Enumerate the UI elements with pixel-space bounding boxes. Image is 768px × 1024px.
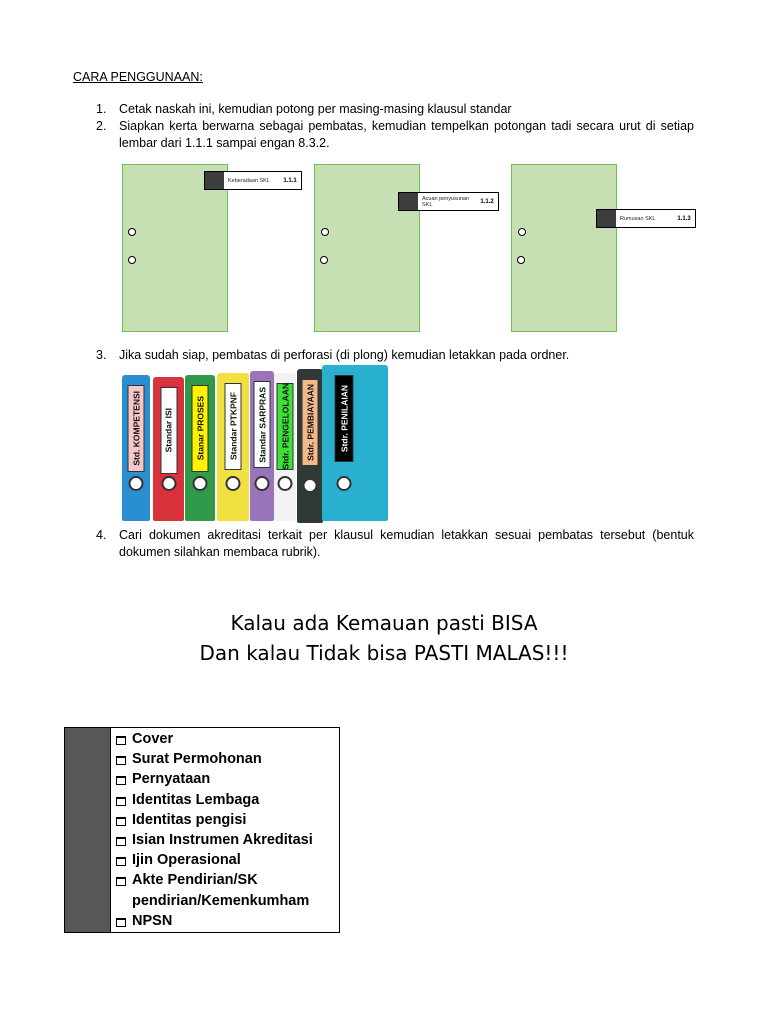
checkbox-icon[interactable]: [116, 756, 126, 765]
checklist-item: Pernyataan: [116, 769, 335, 789]
checkbox-icon[interactable]: [116, 837, 126, 846]
binders-illustration: [122, 365, 390, 523]
binder: [250, 371, 274, 521]
divider-sheet: [314, 164, 420, 332]
punch-hole: [517, 256, 525, 264]
divider-tab-label: Acuan penyusunan SKL: [422, 195, 470, 208]
checklist-item: Surat Permohonan: [116, 749, 335, 769]
divider-sheet: [511, 164, 617, 332]
divider-tab: [204, 171, 302, 190]
binder-label: Standar ISI: [160, 387, 177, 474]
step-3: [96, 347, 694, 364]
checkbox-icon[interactable]: [116, 877, 126, 886]
binder: [185, 375, 215, 521]
punch-hole: [128, 256, 136, 264]
step-1: [96, 101, 694, 118]
binder: [153, 377, 184, 521]
step-text: Siapkan kerta berwarna sebagai pembatas, kemudian tempelkan potongan tadi secara urut di setiap lembar dari 1.1.1 sampai engan 8.3.2.: [119, 119, 694, 150]
binder: [322, 365, 388, 521]
instructions-heading: CARA PENGGUNAAN:: [73, 70, 203, 84]
step-4: [96, 527, 694, 561]
divider-tab-label: Keberadaan SKL: [228, 177, 270, 184]
divider-tab-code: 1.1.1: [283, 177, 297, 184]
binder-label: Stdr. PENILAIAN: [335, 375, 354, 462]
checklist-item: Isian Instrumen Akreditasi: [116, 830, 335, 850]
checklist-item: NPSN: [116, 911, 335, 931]
binder: [274, 373, 296, 521]
divider-tab: [398, 192, 499, 211]
step-text: Cari dokumen akreditasi terkait per klausul kemudian letakkan sesuai pembatas tersebut (bentuk dokumen silahkan membaca rubrik).: [119, 528, 694, 559]
checklist-item: Akte Pendirian/SK pendirian/Kemenkumham: [116, 870, 335, 910]
step-number: 1.: [96, 102, 107, 116]
checkbox-icon[interactable]: [116, 776, 126, 785]
divider-tab-code: 1.1.3: [677, 215, 691, 222]
step-number: 2.: [96, 119, 107, 133]
binder-label: Standar PTKPNF: [225, 383, 242, 470]
checkbox-icon[interactable]: [116, 857, 126, 866]
checkbox-icon[interactable]: [116, 736, 126, 745]
checkbox-icon[interactable]: [116, 817, 126, 826]
binder-label: Std. KOMPETENSI: [128, 385, 145, 472]
checkbox-icon[interactable]: [116, 797, 126, 806]
checklist-side-bar: [65, 728, 111, 932]
motivation-quote-line-1: Kalau ada Kemauan pasti BISA: [230, 611, 538, 635]
checklist-item: Identitas pengisi: [116, 810, 335, 830]
punch-hole: [321, 228, 329, 236]
punch-hole: [320, 256, 328, 264]
checklist-item: Ijin Operasional: [116, 850, 335, 870]
punch-hole: [128, 228, 136, 236]
checklist-item: Cover: [116, 729, 335, 749]
checklist-item: Identitas Lembaga: [116, 790, 335, 810]
divider-tab-label: Rumusan SKL: [620, 215, 656, 222]
binder-label: Stanar PROSES: [192, 385, 209, 472]
checkbox-icon[interactable]: [116, 918, 126, 927]
binder: [297, 369, 323, 523]
step-text: Cetak naskah ini, kemudian potong per masing-masing klausul standar: [119, 102, 512, 116]
divider-tab-code: 1.1.2: [480, 198, 494, 205]
punch-hole: [518, 228, 526, 236]
binder: [217, 373, 249, 521]
binder-label: Standar SARPRAS: [254, 381, 271, 468]
motivation-quote-line-2: Dan kalau Tidak bisa PASTI MALAS!!!: [199, 641, 569, 665]
binder: [122, 375, 150, 521]
divider-tab: [596, 209, 696, 228]
document-checklist: [64, 727, 340, 933]
binder-label: Stdr. PENGELOLAAN: [277, 383, 294, 470]
step-number: 3.: [96, 348, 107, 362]
step-2: [96, 118, 694, 152]
step-number: 4.: [96, 528, 107, 542]
binder-label: Stdr. PEMBIAYAAN: [302, 379, 319, 466]
step-text: Jika sudah siap, pembatas di perforasi (di plong) kemudian letakkan pada ordner.: [119, 348, 570, 362]
